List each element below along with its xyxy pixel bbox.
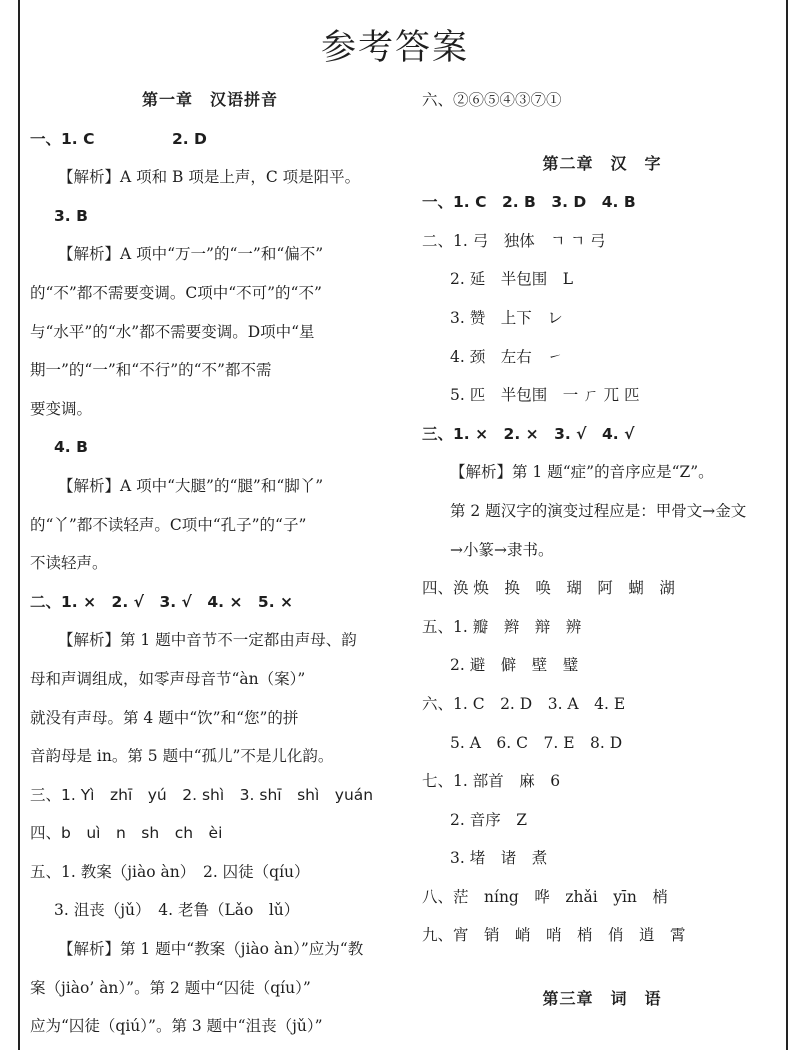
analysis-line: 第 2 题汉字的演变过程应是：甲骨文→金文	[450, 501, 747, 520]
answer-line: 六、1. C 2. D 3. A 4. E	[422, 694, 626, 713]
answer-line: 3. 赞 上下 レ	[450, 308, 563, 327]
answer-line: 二、1. 弓 独体 ㄱ ㄱ 弓	[422, 231, 606, 250]
answer-line: 七、1. 部首 麻 6	[422, 772, 561, 791]
analysis-line: →小篆→隶书。	[450, 540, 554, 559]
page-title: 参考答案	[320, 28, 469, 68]
analysis-line: 期一”的“一”和“不行”的“不”都不需	[30, 361, 272, 380]
answer-line: 3. B	[54, 206, 88, 225]
answer-line: 四、涣 焕 换 唤 瑚 阿 蝴 湖	[422, 579, 675, 598]
answer-line: 五、1. 教案（jiào àn） 2. 囚徒（qíu）	[30, 862, 310, 881]
answer-line: 四、b uì n sh ch èi	[30, 824, 223, 843]
analysis-line: 不读轻声。	[30, 554, 108, 573]
answer-line: 九、宵 销 峭 哨 梢 俏 逍 霄	[422, 926, 686, 945]
analysis-line: 与“水平”的“水”都不需要变调。D项中“星	[30, 322, 315, 341]
answer-line: 一、1. C 2. B 3. D 4. B	[422, 193, 636, 212]
answer-line: 八、茫 níng 哗 zhǎi yīn 梢	[422, 887, 668, 906]
analysis-line: 【解析】A 项和 B 项是上声，C 项是阳平。	[58, 168, 361, 187]
answer-line: 三、1. × 2. × 3. √ 4. √	[422, 424, 635, 443]
analysis-line: 的“不”都不需要变调。C项中“不可”的“不”	[30, 283, 322, 302]
analysis-line: 就没有声母。第 4 题中“饮”和“您”的拼	[30, 708, 299, 727]
analysis-line: 母和声调组成，如零声母音节“àn（案）”	[30, 669, 306, 688]
analysis-line: 的“丫”都不读轻声。C项中“孔子”的“子”	[30, 515, 307, 534]
analysis-line: 【解析】A 项中“万一”的“一”和“偏不”	[58, 245, 324, 264]
spacer	[422, 955, 782, 980]
left-column	[30, 81, 390, 1046]
answer-line: 3. 沮丧（jǔ） 4. 老鲁（Lǎo lǔ）	[54, 901, 300, 920]
chapter2-heading: 第二章 汉 字	[542, 153, 662, 173]
answer-line: 2. 延 半包围 L	[450, 270, 574, 289]
answer-line: 2. 音序 Z	[450, 810, 527, 829]
answer-line: 2. 避 僻 壁 璧	[450, 656, 579, 675]
answer-line: 4. 颈 左右 ㇀	[450, 347, 563, 366]
analysis-line: 【解析】第 1 题“症”的音序应是“Z”。	[450, 463, 714, 482]
answer-line: 一、1. C 2. D	[30, 129, 207, 148]
answer-line: 3. 堵 诸 煮	[450, 849, 548, 868]
answer-line: 二、1. × 2. √ 3. √ 4. × 5. ×	[30, 592, 293, 611]
analysis-line: 应为“囚徒（qiú）”。第 3 题中“沮丧（jǔ）”	[30, 1017, 323, 1036]
analysis-line: 【解析】第 1 题中音节不一定都由声母、韵	[58, 631, 357, 650]
answer-line: 4. B	[54, 438, 88, 457]
chapter1-heading: 第一章 汉语拼音	[141, 90, 278, 109]
analysis-line: 音韵母是 in。第 5 题中“孤儿”不是儿化韵。	[30, 747, 334, 766]
answer-line: 5. A 6. C 7. E 8. D	[450, 733, 623, 752]
answer-line: 三、1. Yì zhī yú 2. shì 3. shī shì yuán	[30, 785, 374, 804]
answer-line: 5. 匹 半包围 一 ㄏ 兀 匹	[450, 386, 640, 405]
right-column	[422, 81, 782, 1019]
analysis-line: 【解析】第 1 题中“教案（jiào àn）”应为“教	[58, 940, 364, 959]
analysis-line: 【解析】A 项中“大腿”的“腿”和“脚丫”	[58, 476, 324, 495]
spacer	[422, 120, 782, 145]
chapter3-heading: 第三章 词 语	[542, 989, 662, 1009]
analysis-line: 案（jiào’ àn）”。第 2 题中“囚徒（qíu）”	[30, 978, 311, 997]
answer-line: 五、1. 瓣 辫 辩 辨	[422, 617, 582, 636]
analysis-line: 要变调。	[30, 399, 93, 418]
answer-line: 六、②⑥⑤④③⑦①	[422, 91, 562, 109]
